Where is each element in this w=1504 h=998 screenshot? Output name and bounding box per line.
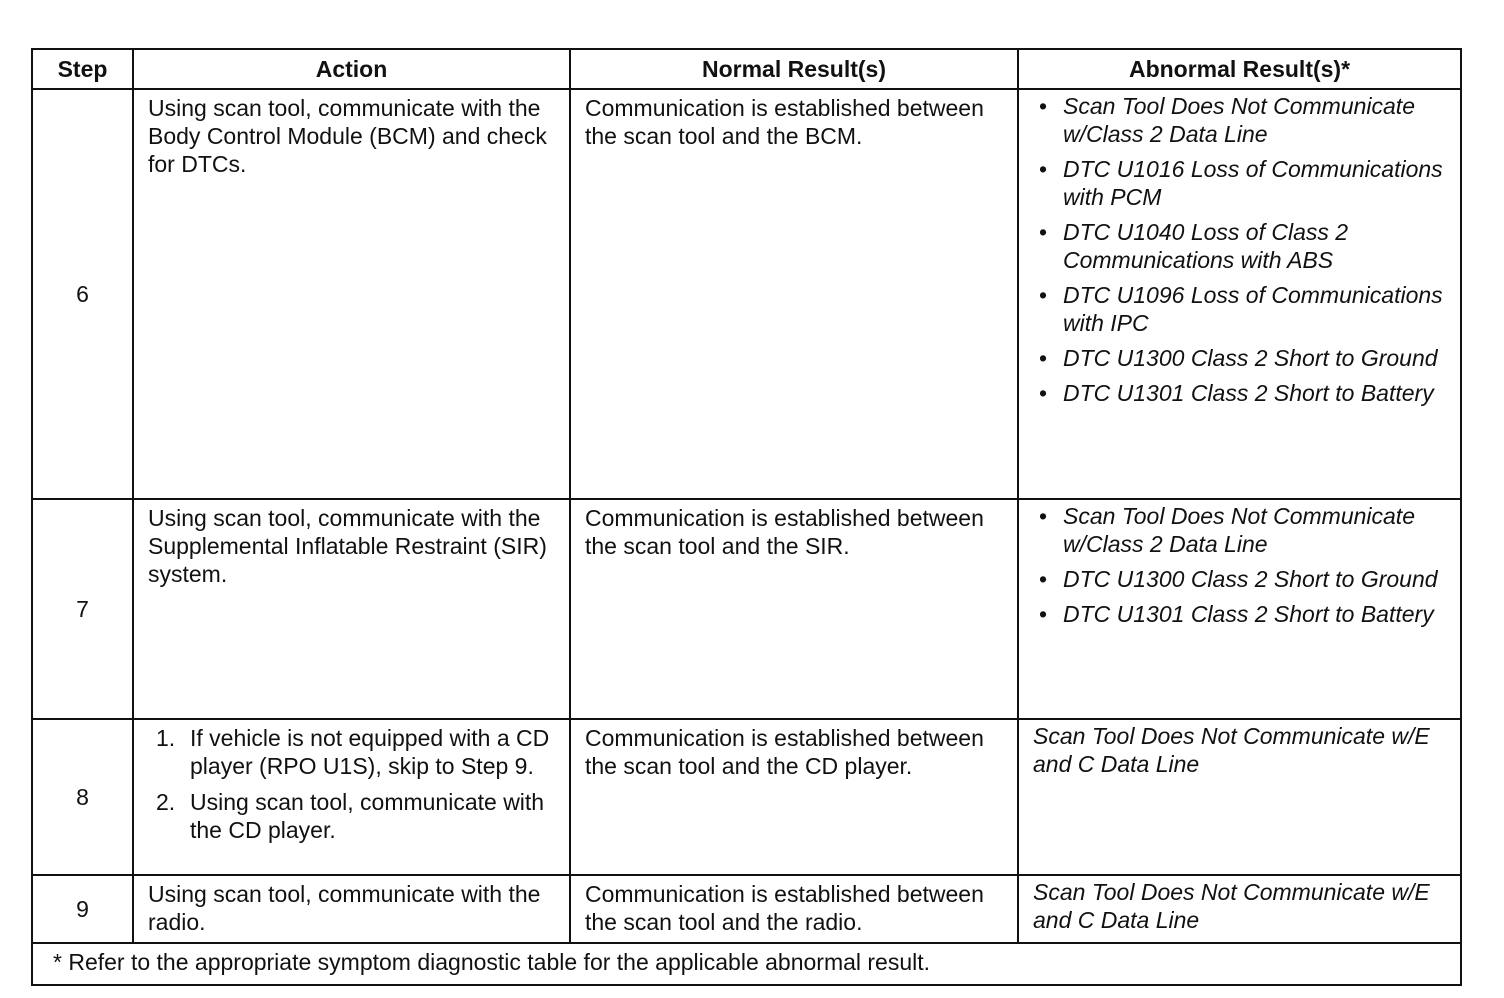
abnormal-result-list xyxy=(1033,92,1448,407)
step-number: 8 xyxy=(32,719,133,875)
table-row-step-7 xyxy=(32,499,1461,719)
normal-result-cell: Communication is established between the scan tool and the SIR. xyxy=(570,499,1018,719)
header-step: Step xyxy=(32,49,133,89)
action-cell: Using scan tool, communicate with the radio. xyxy=(133,875,570,943)
header-abnormal-results: Abnormal Result(s)* xyxy=(1018,49,1461,89)
abnormal-result-item: • DTC U1301 Class 2 Short to Battery xyxy=(1063,600,1448,628)
abnormal-result-cell xyxy=(1018,89,1461,499)
table-row-step-6 xyxy=(32,89,1461,499)
diagnostic-table-sheet xyxy=(31,48,1460,986)
action-step-text: If vehicle is not equipped with a CD player (RPO U1S), skip to Step 9. xyxy=(190,725,550,779)
abnormal-result-item: • DTC U1300 Class 2 Short to Ground xyxy=(1063,565,1448,593)
abnormal-result-item: • DTC U1300 Class 2 Short to Ground xyxy=(1063,344,1448,372)
action-step-list xyxy=(148,724,557,844)
footnote: * Refer to the appropriate symptom diagnostic table for the applicable abnormal result. xyxy=(32,943,1461,985)
header-action: Action xyxy=(133,49,570,89)
action-cell xyxy=(133,719,570,875)
abnormal-result-cell xyxy=(1018,499,1461,719)
abnormal-result-item: • Scan Tool Does Not Communicate w/Class 2 Data Line xyxy=(1063,92,1448,148)
table-row-step-9 xyxy=(32,875,1461,943)
abnormal-result-item: • DTC U1096 Loss of Communications with IPC xyxy=(1063,281,1448,337)
action-step-item xyxy=(156,724,557,780)
abnormal-result-list xyxy=(1033,502,1448,628)
diagnostic-table xyxy=(31,48,1462,986)
action-step-number: 2. xyxy=(156,789,176,815)
abnormal-result-cell: Scan Tool Does Not Communicate w/E and C Data Line xyxy=(1018,719,1461,875)
action-cell: Using scan tool, communicate with the Supplemental Inflatable Restraint (SIR) system. xyxy=(133,499,570,719)
table-row-step-8 xyxy=(32,719,1461,875)
step-number: 7 xyxy=(32,499,133,719)
normal-result-cell: Communication is established between the scan tool and the CD player. xyxy=(570,719,1018,875)
action-step-text: Using scan tool, communicate with the CD player. xyxy=(190,789,545,843)
normal-result-cell: Communication is established between the scan tool and the BCM. xyxy=(570,89,1018,499)
abnormal-result-cell: Scan Tool Does Not Communicate w/E and C Data Line xyxy=(1018,875,1461,943)
header-normal-results: Normal Result(s) xyxy=(570,49,1018,89)
action-step-item xyxy=(156,788,557,844)
abnormal-result-item: • DTC U1016 Loss of Communications with PCM xyxy=(1063,155,1448,211)
step-number: 9 xyxy=(32,875,133,943)
action-cell: Using scan tool, communicate with the Body Control Module (BCM) and check for DTCs. xyxy=(133,89,570,499)
action-step-number: 1. xyxy=(156,725,176,751)
header-row xyxy=(32,49,1461,89)
abnormal-result-item: • DTC U1301 Class 2 Short to Battery xyxy=(1063,379,1448,407)
abnormal-result-item: • Scan Tool Does Not Communicate w/Class 2 Data Line xyxy=(1063,502,1448,558)
footnote-row xyxy=(32,943,1461,985)
abnormal-result-item: • DTC U1040 Loss of Class 2 Communications with ABS xyxy=(1063,218,1448,274)
step-number: 6 xyxy=(32,89,133,499)
normal-result-cell: Communication is established between the scan tool and the radio. xyxy=(570,875,1018,943)
